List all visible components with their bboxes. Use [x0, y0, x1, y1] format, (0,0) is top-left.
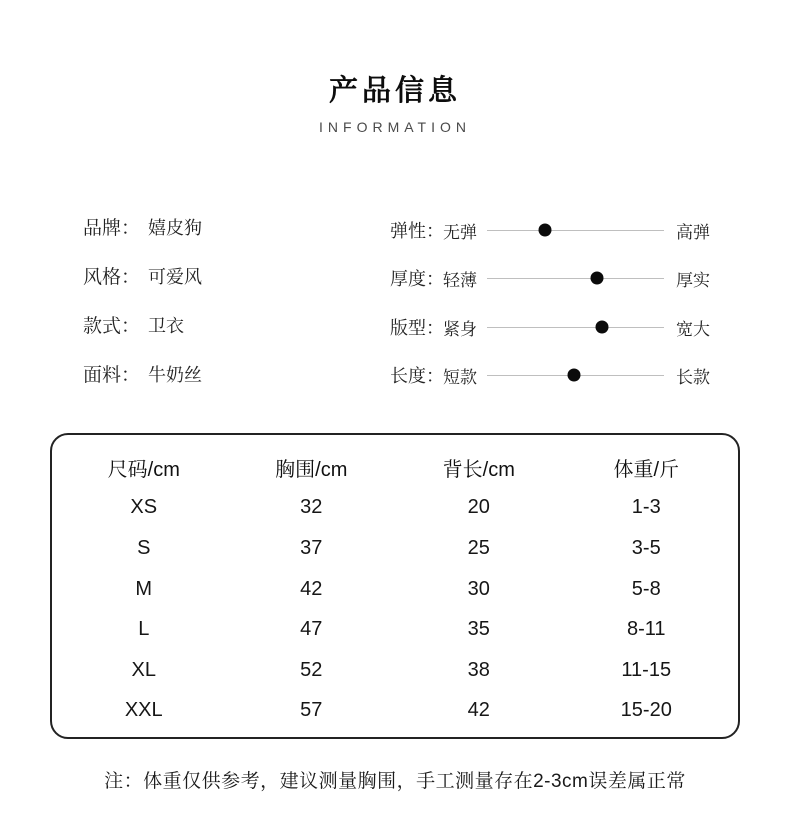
table-row-xxl	[60, 690, 730, 731]
table-cell: 20	[467, 496, 490, 519]
table-cell: 42	[300, 577, 323, 600]
table-cell: 30	[467, 577, 490, 600]
table-cell: 5-8	[631, 577, 661, 600]
table-cell: 35	[467, 618, 490, 641]
slider-min-label: 轻薄	[443, 270, 477, 290]
slider-track	[487, 327, 664, 328]
table-row-s	[60, 528, 730, 569]
attribute-value: 卫衣	[148, 316, 184, 336]
table-cell: 15-20	[620, 699, 672, 722]
note-text: 注：体重仅供参考，建议测量胸围，手工测量存在2-3cm误差属正常	[104, 771, 686, 792]
attribute-label: 面料：	[83, 365, 141, 386]
slider-max-label: 高弹	[676, 222, 710, 242]
slider-row-fit	[390, 316, 710, 338]
table-row-l	[60, 609, 730, 650]
slider-label: 版型：	[390, 318, 444, 338]
table-cell: 25	[467, 536, 490, 559]
slider-dot	[590, 272, 603, 285]
page-title: 产品信息	[328, 75, 461, 107]
table-cell: 1-3	[631, 496, 661, 519]
slider-dot	[539, 224, 552, 237]
table-cell: XL	[131, 658, 156, 681]
slider-max-label: 宽大	[676, 319, 710, 339]
attribute-label: 款式：	[83, 316, 141, 337]
table-cell: 42	[467, 699, 490, 722]
attribute-list	[83, 217, 202, 413]
table-row-m	[60, 569, 730, 610]
slider-dot	[567, 369, 580, 382]
slider-label: 厚度：	[390, 269, 444, 289]
table-cell: M	[135, 577, 153, 600]
slider-row-thickness	[390, 267, 710, 289]
attribute-value: 嬉皮狗	[148, 218, 202, 238]
slider-track	[487, 375, 664, 376]
slider-min-label: 短款	[443, 367, 477, 387]
table-cell: 8-11	[626, 618, 666, 641]
column-header: 胸围/cm	[275, 458, 348, 481]
attribute-label: 风格：	[83, 267, 141, 288]
slider-row-elasticity	[390, 219, 710, 241]
column-header: 尺码/cm	[107, 458, 180, 481]
table-row-xl	[60, 650, 730, 691]
table-cell: S	[137, 536, 151, 559]
slider-row-length	[390, 364, 710, 386]
slider-min-label: 无弹	[443, 222, 477, 242]
attribute-label: 品牌：	[83, 218, 141, 239]
slider-dot	[596, 321, 609, 334]
slider-max-label: 厚实	[676, 270, 710, 290]
attribute-row-fabric	[83, 364, 202, 386]
table-cell: 57	[300, 699, 323, 722]
table-cell: XXL	[124, 699, 163, 722]
table-cell: L	[138, 618, 150, 641]
slider-track	[487, 278, 664, 279]
table-cell: 11-15	[621, 658, 672, 681]
table-cell: 37	[300, 536, 323, 559]
header	[0, 68, 790, 135]
slider-track	[487, 230, 664, 231]
table-cell: 32	[300, 496, 323, 519]
size-table	[50, 433, 740, 739]
slider-label: 弹性：	[390, 221, 444, 241]
column-header: 背长/cm	[442, 458, 515, 481]
table-row-xs	[60, 488, 730, 529]
slider-max-label: 长款	[676, 367, 710, 387]
slider-min-label: 紧身	[443, 319, 477, 339]
size-table-header-row	[60, 447, 730, 488]
attribute-row-brand	[83, 217, 202, 239]
attribute-row-style	[83, 266, 202, 288]
table-cell: 38	[467, 658, 490, 681]
page-subtitle: INFORMATION	[319, 119, 471, 135]
column-header: 体重/斤	[613, 458, 680, 481]
table-cell: 52	[300, 658, 323, 681]
slider-label: 长度：	[390, 366, 444, 386]
attribute-row-type	[83, 315, 202, 337]
table-cell: XS	[130, 496, 158, 519]
attribute-value: 牛奶丝	[148, 365, 202, 385]
table-cell: 47	[300, 618, 323, 641]
attribute-value: 可爱风	[148, 267, 202, 287]
table-cell: 3-5	[631, 536, 661, 559]
